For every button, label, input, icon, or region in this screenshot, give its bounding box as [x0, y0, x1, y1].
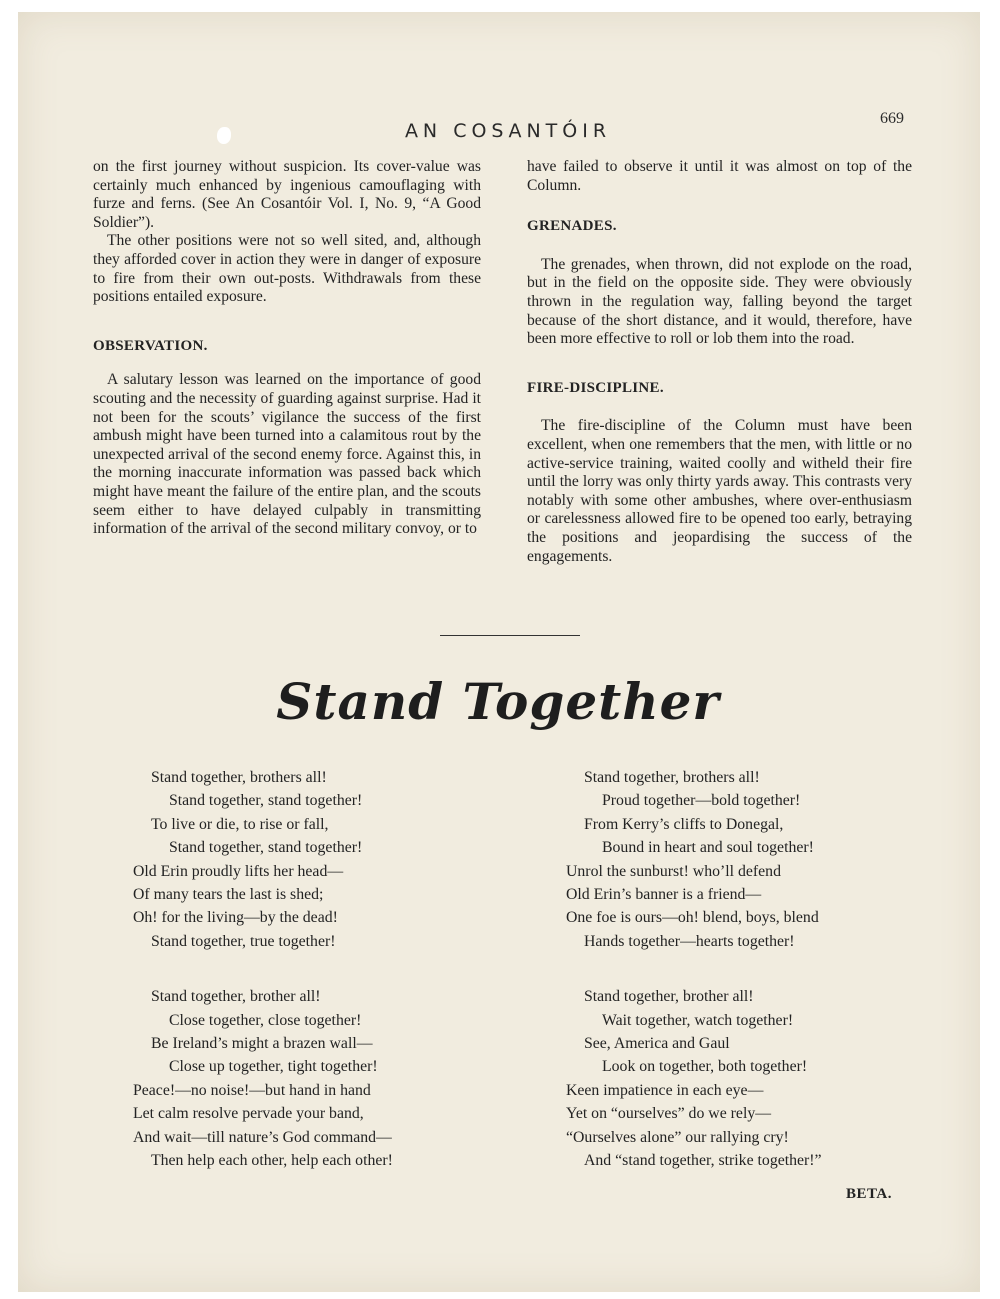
poem-line: Unrol the sunburst! who’ll defend	[566, 862, 781, 880]
poem-line: “Ourselves alone” our rallying cry!	[566, 1128, 789, 1146]
poem-line: Wait together, watch together!	[602, 1011, 794, 1029]
poem-line: One foe is ours—oh! blend, boys, blend	[566, 909, 819, 927]
poem-line: Stand together, brother all!	[151, 988, 321, 1006]
poem-line: Oh! for the living—by the dead!	[133, 909, 338, 927]
left-paragraph-2: The other positions were not so well sited, and, although they afforded cover in action they were in danger of exposure to fire from their own out-posts. Withdrawals from these positions entailed exposure.	[93, 232, 481, 306]
poem-line: Of many tears the last is shed;	[133, 886, 324, 904]
poem-line: And “stand together, strike together!”	[584, 1152, 822, 1170]
poem-line: Old Erin proudly lifts her head—	[133, 862, 344, 880]
poem-title: Stand Together	[276, 672, 720, 731]
poem-stanza	[133, 766, 393, 953]
poem-line: Stand together, brother all!	[584, 988, 754, 1006]
poem-line: Proud together—bold together!	[602, 792, 801, 810]
poem-line: See, America and Gaul	[584, 1035, 730, 1053]
right-paragraph-2: The grenades, when thrown, did not explode on the road, but in the field on the opposite side. They were obviously thrown in the regulation way, falling beyond the target because of the short distance, and it would, therefore, have been more effective to roll or lob them into the road.	[527, 255, 912, 348]
left-paragraph-1: on the first journey without suspicion. Its cover-value was certainly much enhanced by ingenious camouflaging with furze and ferns. (See An Cosantóir Vol. I, No. 9, “A Good Soldier”).	[93, 158, 481, 231]
right-paragraph-3: The fire-discipline of the Column must have been excellent, when one remembers that the men, with little or no active-service training, waited coolly and witheld their fire until the lorry was only thirty yards away. This contrasts very notably with some other ambushes, where over-enthusiasm or carelessness allowed fire to be opened too early, betraying the positions and jeopardising the success of the engagements.	[527, 417, 912, 565]
poem-line: Hands together—hearts together!	[584, 932, 795, 950]
poem-stanza	[566, 766, 822, 953]
article-left-column	[93, 158, 481, 539]
heading-observation: OBSERVATION.	[93, 337, 208, 354]
author-signature: BETA.	[846, 1186, 892, 1202]
poem-line: Stand together, stand together!	[169, 792, 363, 810]
poem-line: Keen impatience in each eye—	[566, 1081, 764, 1099]
left-paragraph-3: A salutary lesson was learned on the importance of good scouting and the necessity of guarding against surprise. Had it not been for the scouts’ vigilance the success of the first ambush might have been turned into a calamitous rout by the unexpected arrival of the second enemy force. Against this, in the morning inaccurate information was passed back which might have meant the failure of the entire plan, and the scouts seem either to have delayed culpably in transmitting information of the arrival of the second military convoy, or to	[93, 371, 481, 538]
article-right-column	[527, 158, 912, 566]
poem-stanza	[566, 985, 822, 1172]
poem-line: Close up together, tight together!	[169, 1058, 378, 1076]
poem-line: And wait—till nature’s God command—	[133, 1128, 392, 1146]
poem-line: Peace!—no noise!—but hand in hand	[133, 1081, 371, 1099]
poem-line: Look on together, both together!	[602, 1058, 808, 1076]
poem-line: Stand together, brothers all!	[584, 769, 760, 786]
paper-hole	[217, 127, 231, 144]
poem-line: Old Erin’s banner is a friend—	[566, 886, 762, 904]
poem-line: Be Ireland’s might a brazen wall—	[151, 1035, 373, 1053]
poem-line: Close together, close together!	[169, 1011, 362, 1029]
page-header-title: ΑΝ COSΑΝΤÓΙR	[404, 120, 612, 142]
poem-line: Stand together, stand together!	[169, 839, 363, 857]
poem-stanza	[133, 985, 393, 1172]
poem-right-column	[566, 766, 822, 1173]
poem-line: Bound in heart and soul together!	[602, 839, 814, 857]
poem-line: To live or die, to rise or fall,	[151, 815, 329, 833]
poem-left-column	[133, 766, 393, 1173]
section-divider	[440, 635, 580, 636]
poem-line: Stand together, true together!	[151, 932, 336, 950]
poem-line: Then help each other, help each other!	[151, 1152, 393, 1170]
heading-fire-discipline: FIRE-DISCIPLINE.	[527, 379, 664, 396]
right-paragraph-1: have failed to observe it until it was almost on top of the Column.	[527, 158, 912, 194]
poem-line: Yet on “ourselves” do we rely—	[566, 1105, 772, 1123]
poem-line: From Kerry’s cliffs to Donegal,	[584, 815, 784, 833]
magazine-page	[18, 12, 980, 1292]
poem-line: Let calm resolve pervade your band,	[133, 1105, 364, 1123]
page-number: 669	[880, 110, 904, 127]
heading-grenades: GRENADES.	[527, 218, 617, 235]
poem-line: Stand together, brothers all!	[151, 769, 327, 786]
